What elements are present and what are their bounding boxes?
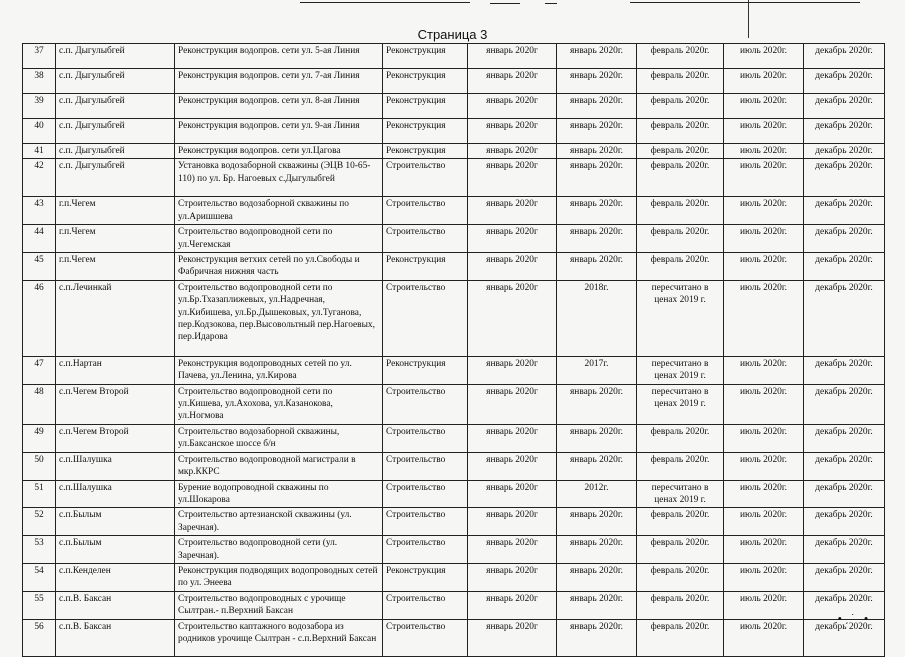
date-start-cell: январь 2020г: [468, 563, 557, 591]
work-type-cell: Строительство: [383, 384, 468, 424]
estimate-date-cell: январь 2020г.: [557, 563, 637, 591]
page-title: Страница 3: [417, 27, 488, 42]
row-number: 37: [23, 44, 56, 69]
scan-line-top-3: [545, 3, 557, 4]
date-end-cell: декабрь 2020г.: [804, 591, 885, 619]
table-row: [23, 619, 885, 656]
settlement-cell: с.п. Дыгулыбгей: [56, 119, 175, 144]
date-end-cell: декабрь 2020г.: [804, 356, 885, 384]
project-name-cell: Строительство водопроводной сети по ул.Чегемская: [175, 225, 383, 253]
settlement-cell: г.п.Чегем: [56, 197, 175, 225]
date-end-cell: декабрь 2020г.: [804, 253, 885, 281]
work-type-cell: Строительство: [383, 159, 468, 197]
estimate-date-cell: январь 2020г.: [557, 452, 637, 480]
date-end-cell: декабрь 2020г.: [804, 424, 885, 452]
price-basis-cell: февраль 2020г.: [637, 619, 724, 656]
price-basis-cell: февраль 2020г.: [637, 424, 724, 452]
table-row: [23, 280, 885, 356]
projects-table: [22, 43, 885, 657]
date-start-cell: январь 2020г: [468, 144, 557, 159]
project-name-cell: Реконструкция водопров. сети ул.Цагова: [175, 144, 383, 159]
estimate-date-cell: январь 2020г.: [557, 225, 637, 253]
date-end-cell: декабрь 2020г.: [804, 159, 885, 197]
date-end-cell: декабрь 2020г.: [804, 536, 885, 564]
settlement-cell: с.п.В. Баксан: [56, 591, 175, 619]
estimate-date-cell: 2012г.: [557, 480, 637, 508]
date-mid-cell: июль 2020г.: [724, 119, 804, 144]
price-basis-cell: февраль 2020г.: [637, 69, 724, 94]
date-start-cell: январь 2020г: [468, 280, 557, 356]
price-basis-cell: февраль 2020г.: [637, 44, 724, 69]
settlement-cell: г.п.Чегем: [56, 225, 175, 253]
date-start-cell: январь 2020г: [468, 119, 557, 144]
project-name-cell: Строительство водопроводной сети по ул.Кишева, ул.Ахохова, ул.Казанокова, ул.Ногмова: [175, 384, 383, 424]
price-basis-cell: пересчитано в ценах 2019 г.: [637, 356, 724, 384]
project-name-cell: Строительство водозаборной скважины по ул.Аришшева: [175, 197, 383, 225]
project-name-cell: Реконструкция ветхих сетей по ул.Свободы и Фабричная нижняя часть: [175, 253, 383, 281]
estimate-date-cell: 2017г.: [557, 356, 637, 384]
price-basis-cell: февраль 2020г.: [637, 197, 724, 225]
table-row: [23, 253, 885, 281]
work-type-cell: Реконструкция: [383, 44, 468, 69]
row-number: 41: [23, 144, 56, 159]
date-end-cell: декабрь 2020г.: [804, 508, 885, 536]
project-name-cell: Строительство каптажного водозабора из родников урочище Сылтран - с.п.Верхний Баксан: [175, 619, 383, 656]
date-end-cell: декабрь 2020г.: [804, 452, 885, 480]
date-start-cell: январь 2020г: [468, 159, 557, 197]
date-start-cell: январь 2020г: [468, 197, 557, 225]
work-type-cell: Строительство: [383, 225, 468, 253]
work-type-cell: Строительство: [383, 508, 468, 536]
date-end-cell: декабрь 2020г.: [804, 197, 885, 225]
estimate-date-cell: январь 2020г.: [557, 253, 637, 281]
settlement-cell: с.п.Шалушка: [56, 480, 175, 508]
date-mid-cell: июль 2020г.: [724, 452, 804, 480]
date-mid-cell: июль 2020г.: [724, 144, 804, 159]
date-mid-cell: июль 2020г.: [724, 384, 804, 424]
date-start-cell: январь 2020г: [468, 69, 557, 94]
row-number: 49: [23, 424, 56, 452]
date-end-cell: декабрь 2020г.: [804, 225, 885, 253]
project-name-cell: Установка водозаборной скважины (ЭЦВ 10-65-110) по ул. Бр. Нагоевых с.Дыгулыбгей: [175, 159, 383, 197]
project-name-cell: Строительство водозаборной скважины, ул.Баксанское шоссе б/н: [175, 424, 383, 452]
table-row: [23, 480, 885, 508]
date-start-cell: январь 2020г: [468, 424, 557, 452]
settlement-cell: с.п.Нартан: [56, 356, 175, 384]
date-start-cell: январь 2020г: [468, 94, 557, 119]
work-type-cell: Реконструкция: [383, 69, 468, 94]
scan-line-top-2: [490, 3, 520, 4]
date-start-cell: январь 2020г: [468, 508, 557, 536]
settlement-cell: с.п.В. Баксан: [56, 619, 175, 656]
table-row: [23, 225, 885, 253]
estimate-date-cell: январь 2020г.: [557, 591, 637, 619]
scan-line-top-1: [300, 2, 470, 3]
date-start-cell: январь 2020г: [468, 225, 557, 253]
settlement-cell: с.п.Шалушка: [56, 452, 175, 480]
table-row: [23, 508, 885, 536]
price-basis-cell: пересчитано в ценах 2019 г.: [637, 480, 724, 508]
project-name-cell: Строительство водопроводных с урочище Сылтран.- п.Верхний Баксан: [175, 591, 383, 619]
table-row: [23, 94, 885, 119]
work-type-cell: Реконструкция: [383, 253, 468, 281]
date-mid-cell: июль 2020г.: [724, 159, 804, 197]
date-end-cell: декабрь 2020г.: [804, 563, 885, 591]
date-mid-cell: июль 2020г.: [724, 197, 804, 225]
table-row: [23, 591, 885, 619]
project-name-cell: Строительство артезианской скважины (ул. Заречная).: [175, 508, 383, 536]
work-type-cell: Реконструкция: [383, 144, 468, 159]
project-name-cell: Бурение водопроводной скважины по ул.Шокарова: [175, 480, 383, 508]
date-mid-cell: июль 2020г.: [724, 94, 804, 119]
date-mid-cell: июль 2020г.: [724, 280, 804, 356]
date-end-cell: декабрь 2020г.: [804, 280, 885, 356]
table-row: [23, 119, 885, 144]
date-end-cell: декабрь 2020г.: [804, 619, 885, 656]
date-start-cell: январь 2020г: [468, 44, 557, 69]
estimate-date-cell: январь 2020г.: [557, 197, 637, 225]
price-basis-cell: февраль 2020г.: [637, 144, 724, 159]
row-number: 54: [23, 563, 56, 591]
date-mid-cell: июль 2020г.: [724, 563, 804, 591]
work-type-cell: Строительство: [383, 619, 468, 656]
price-basis-cell: февраль 2020г.: [637, 159, 724, 197]
project-name-cell: Строительство водопроводной сети (ул. Заречная).: [175, 536, 383, 564]
price-basis-cell: февраль 2020г.: [637, 508, 724, 536]
table-row: [23, 384, 885, 424]
estimate-date-cell: январь 2020г.: [557, 144, 637, 159]
work-type-cell: Строительство: [383, 424, 468, 452]
work-type-cell: Реконструкция: [383, 563, 468, 591]
row-number: 48: [23, 384, 56, 424]
date-mid-cell: июль 2020г.: [724, 356, 804, 384]
date-mid-cell: июль 2020г.: [724, 619, 804, 656]
project-name-cell: Реконструкция подводящих водопроводных сетей по ул. Энеева: [175, 563, 383, 591]
table-row: [23, 159, 885, 197]
estimate-date-cell: январь 2020г.: [557, 69, 637, 94]
date-mid-cell: июль 2020г.: [724, 591, 804, 619]
row-number: 55: [23, 591, 56, 619]
price-basis-cell: февраль 2020г.: [637, 563, 724, 591]
project-name-cell: Строительство водопроводной сети по ул.Бр.Тхазаплижевых, ул.Надречная, ул.Кибишева, ул.Бр.Дышековых, ул.Туганова, пер.Кодзокова, пер.Высовольтный пер.Нагоевых, пер.Идарова: [175, 280, 383, 356]
date-mid-cell: июль 2020г.: [724, 253, 804, 281]
estimate-date-cell: январь 2020г.: [557, 384, 637, 424]
work-type-cell: Реконструкция: [383, 94, 468, 119]
work-type-cell: Строительство: [383, 480, 468, 508]
row-number: 56: [23, 619, 56, 656]
projects-table-body: [23, 44, 885, 657]
price-basis-cell: февраль 2020г.: [637, 591, 724, 619]
date-start-cell: январь 2020г: [468, 480, 557, 508]
row-number: 40: [23, 119, 56, 144]
table-row: [23, 356, 885, 384]
table-row: [23, 197, 885, 225]
settlement-cell: г.п.Чегем: [56, 253, 175, 281]
settlement-cell: с.п.Чегем Второй: [56, 424, 175, 452]
estimate-date-cell: январь 2020г.: [557, 619, 637, 656]
project-name-cell: Реконструкция водопров. сети ул. 7-ая Линия: [175, 69, 383, 94]
row-number: 44: [23, 225, 56, 253]
price-basis-cell: пересчитано в ценах 2019 г.: [637, 384, 724, 424]
work-type-cell: Строительство: [383, 452, 468, 480]
estimate-date-cell: январь 2020г.: [557, 44, 637, 69]
settlement-cell: с.п. Дыгулыбгей: [56, 69, 175, 94]
settlement-cell: с.п.Былым: [56, 508, 175, 536]
price-basis-cell: февраль 2020г.: [637, 225, 724, 253]
price-basis-cell: февраль 2020г.: [637, 253, 724, 281]
settlement-cell: с.п.Лечинкай: [56, 280, 175, 356]
date-end-cell: декабрь 2020г.: [804, 94, 885, 119]
price-basis-cell: пересчитано в ценах 2019 г.: [637, 280, 724, 356]
table-row: [23, 424, 885, 452]
table-row: [23, 44, 885, 69]
settlement-cell: с.п. Дыгулыбгей: [56, 44, 175, 69]
date-start-cell: январь 2020г: [468, 591, 557, 619]
row-number: 47: [23, 356, 56, 384]
table-row: [23, 144, 885, 159]
work-type-cell: Реконструкция: [383, 119, 468, 144]
date-mid-cell: июль 2020г.: [724, 225, 804, 253]
row-number: 38: [23, 69, 56, 94]
date-end-cell: декабрь 2020г.: [804, 119, 885, 144]
project-name-cell: Реконструкция водопров. сети ул. 9-ая Линия: [175, 119, 383, 144]
project-name-cell: Реконструкция водопров. сети ул. 5-ая Линия: [175, 44, 383, 69]
date-end-cell: декабрь 2020г.: [804, 384, 885, 424]
estimate-date-cell: январь 2020г.: [557, 119, 637, 144]
project-name-cell: Строительство водопроводной магистрали в мкр.ККРС: [175, 452, 383, 480]
settlement-cell: с.п.Кенделен: [56, 563, 175, 591]
project-name-cell: Реконструкция водопров. сети ул. 8-ая Линия: [175, 94, 383, 119]
row-number: 52: [23, 508, 56, 536]
settlement-cell: с.п. Дыгулыбгей: [56, 159, 175, 197]
date-mid-cell: июль 2020г.: [724, 480, 804, 508]
table-row: [23, 69, 885, 94]
row-number: 42: [23, 159, 56, 197]
price-basis-cell: февраль 2020г.: [637, 94, 724, 119]
estimate-date-cell: январь 2020г.: [557, 508, 637, 536]
date-mid-cell: июль 2020г.: [724, 536, 804, 564]
price-basis-cell: февраль 2020г.: [637, 452, 724, 480]
table-row: [23, 452, 885, 480]
table-row: [23, 536, 885, 564]
row-number: 53: [23, 536, 56, 564]
date-mid-cell: июль 2020г.: [724, 424, 804, 452]
settlement-cell: с.п.Былым: [56, 536, 175, 564]
work-type-cell: Реконструкция: [383, 356, 468, 384]
date-start-cell: январь 2020г: [468, 619, 557, 656]
price-basis-cell: февраль 2020г.: [637, 536, 724, 564]
date-end-cell: декабрь 2020г.: [804, 480, 885, 508]
table-row: [23, 563, 885, 591]
settlement-cell: с.п.Чегем Второй: [56, 384, 175, 424]
row-number: 50: [23, 452, 56, 480]
date-start-cell: январь 2020г: [468, 253, 557, 281]
bottom-marks: •ˏ˙ •: [837, 613, 871, 625]
date-start-cell: январь 2020г: [468, 356, 557, 384]
row-number: 43: [23, 197, 56, 225]
estimate-date-cell: январь 2020г.: [557, 424, 637, 452]
settlement-cell: с.п. Дыгулыбгей: [56, 144, 175, 159]
date-mid-cell: июль 2020г.: [724, 44, 804, 69]
work-type-cell: Строительство: [383, 197, 468, 225]
settlement-cell: с.п. Дыгулыбгей: [56, 94, 175, 119]
date-end-cell: декабрь 2020г.: [804, 69, 885, 94]
row-number: 45: [23, 253, 56, 281]
date-mid-cell: июль 2020г.: [724, 508, 804, 536]
estimate-date-cell: январь 2020г.: [557, 159, 637, 197]
estimate-date-cell: январь 2020г.: [557, 94, 637, 119]
work-type-cell: Строительство: [383, 591, 468, 619]
scan-line-top-4: [630, 2, 860, 3]
estimate-date-cell: январь 2020г.: [557, 536, 637, 564]
row-number: 39: [23, 94, 56, 119]
date-start-cell: январь 2020г: [468, 384, 557, 424]
date-start-cell: январь 2020г: [468, 536, 557, 564]
work-type-cell: Строительство: [383, 536, 468, 564]
date-start-cell: январь 2020г: [468, 452, 557, 480]
price-basis-cell: февраль 2020г.: [637, 119, 724, 144]
date-end-cell: декабрь 2020г.: [804, 144, 885, 159]
work-type-cell: Строительство: [383, 280, 468, 356]
estimate-date-cell: 2018г.: [557, 280, 637, 356]
row-number: 46: [23, 280, 56, 356]
project-name-cell: Реконструкция водопроводных сетей по ул. Пачева, ул.Ленина, ул.Кирова: [175, 356, 383, 384]
date-end-cell: декабрь 2020г.: [804, 44, 885, 69]
date-mid-cell: июль 2020г.: [724, 69, 804, 94]
row-number: 51: [23, 480, 56, 508]
